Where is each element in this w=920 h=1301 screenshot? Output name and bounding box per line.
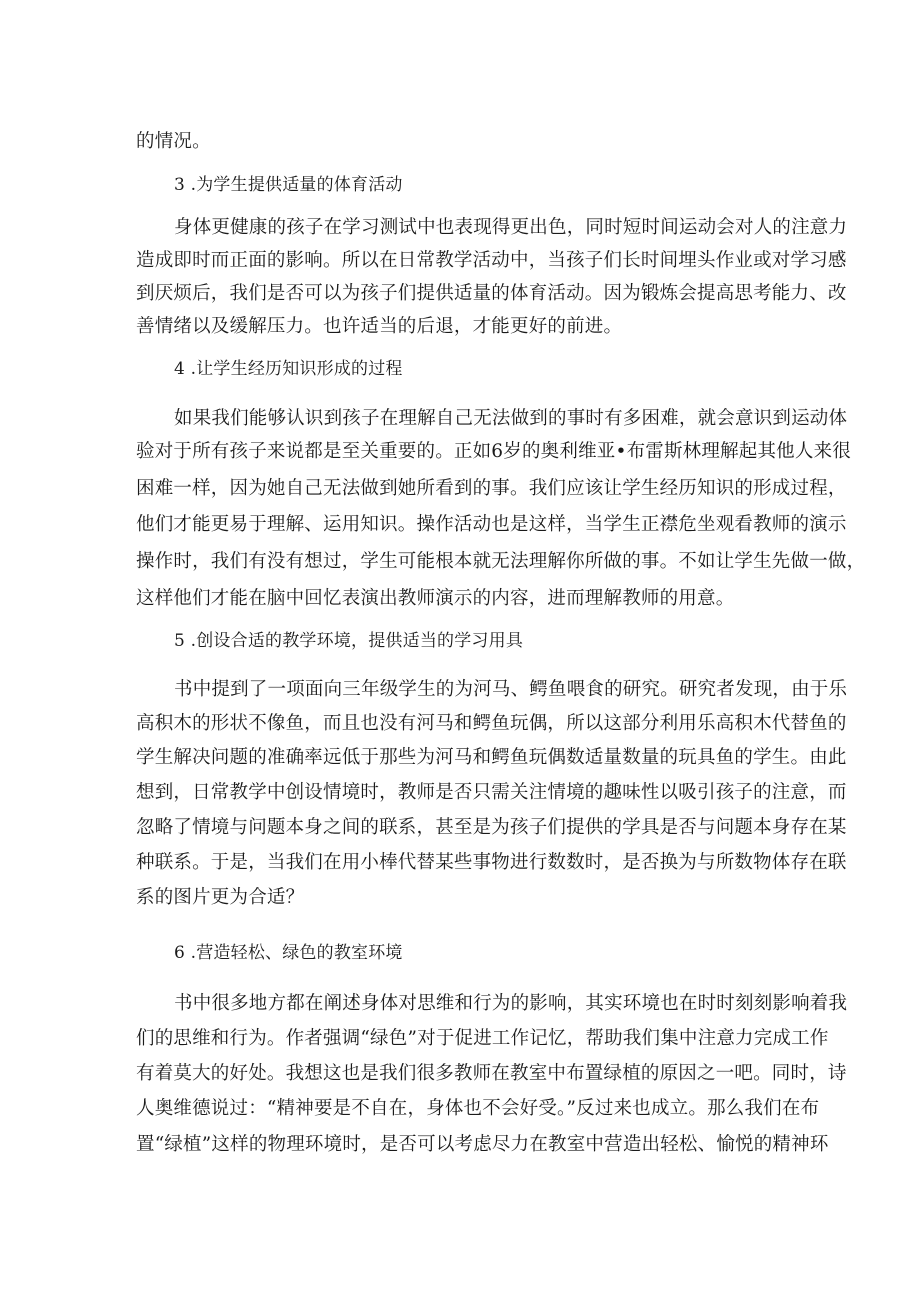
- section-heading: 3 .为学生提供适量的体育活动: [174, 175, 403, 195]
- paragraph-line: 造成即时而正面的影响。所以在日常教学活动中，当孩子们长时间埋头作业或对学习感: [136, 250, 847, 271]
- paragraph-line: 身体更健康的孩子在学习测试中也表现得更出色，同时短时间运动会对人的注意力: [174, 217, 848, 238]
- paragraph-line: 学生解决问题的准确率远低于那些为河马和鳄鱼玩偶数适量数量的玩具鱼的学生。由此: [136, 747, 847, 768]
- paragraph-line: 验对于所有孩子来说都是至关重要的。正如6岁的奥利维亚•布雷斯林理解起其他人来很: [136, 441, 851, 462]
- section-heading: 5 .创设合适的教学环境，提供适当的学习用具: [174, 631, 524, 651]
- paragraph-line: 操作时，我们有没有想过，学生可能根本就无法理解你所做的事。不如让学生先做一做，: [136, 551, 866, 572]
- section-heading: 6 .营造轻松、绿色的教室环境: [174, 943, 403, 963]
- paragraph-line: 系的图片更为合适？: [136, 887, 305, 908]
- paragraph-line: 们的思维和行为。作者强调“绿色”对于促进工作记忆，帮助我们集中注意力完成工作: [136, 1028, 829, 1049]
- paragraph-line: 高积木的形状不像鱼，而且也没有河马和鳄鱼玩偶，所以这部分利用乐高积木代替鱼的: [136, 713, 847, 734]
- paragraph-line: 的情况。: [136, 131, 211, 152]
- paragraph-line: 忽略了情境与问题本身之间的联系，甚至是为孩子们提供的学具是否与问题本身存在某: [136, 817, 847, 838]
- paragraph-line: 书中提到了一项面向三年级学生的为河马、鳄鱼喂食的研究。研究者发现，由于乐: [174, 679, 848, 700]
- section-heading: 4 .让学生经历知识形成的过程: [174, 359, 403, 379]
- paragraph-line: 困难一样，因为她自己无法做到她所看到的事。我们应该让学生经历知识的形成过程，: [136, 478, 847, 499]
- paragraph-line: 种联系。于是，当我们在用小棒代替某些事物进行数数时，是否换为与所数物体存在联: [136, 852, 847, 873]
- paragraph-line: 书中很多地方都在阐述身体对思维和行为的影响，其实环境也在时时刻刻影响着我: [174, 993, 848, 1014]
- paragraph-line: 善情绪以及缓解压力。也许适当的后退，才能更好的前进。: [136, 316, 623, 337]
- paragraph-line: 有着莫大的好处。我想这也是我们很多教师在教室中布置绿植的原因之一吧。同时，诗: [136, 1063, 847, 1084]
- paragraph-line: 如果我们能够认识到孩子在理解自己无法做到的事时有多困难，就会意识到运动体: [174, 408, 848, 429]
- paragraph-line: 想到，日常教学中创设情境时，教师是否只需关注情境的趣味性以吸引孩子的注意，而: [136, 782, 847, 803]
- paragraph-line: 到厌烦后，我们是否可以为孩子们提供适量的体育活动。因为锻炼会提高思考能力、改: [136, 283, 847, 304]
- paragraph-line: 这样他们才能在脑中回忆表演出教师演示的内容，进而理解教师的用意。: [136, 588, 735, 609]
- paragraph-line: 人奥维德说过：“精神要是不自在，身体也不会好受。”反过来也成立。那么我们在布: [136, 1098, 820, 1119]
- paragraph-line: 置“绿植”这样的物理环境时，是否可以考虑尽力在教室中营造出轻松、愉悦的精神环: [136, 1134, 829, 1155]
- paragraph-line: 他们才能更易于理解、运用知识。操作活动也是这样，当学生正襟危坐观看教师的演示: [136, 514, 847, 535]
